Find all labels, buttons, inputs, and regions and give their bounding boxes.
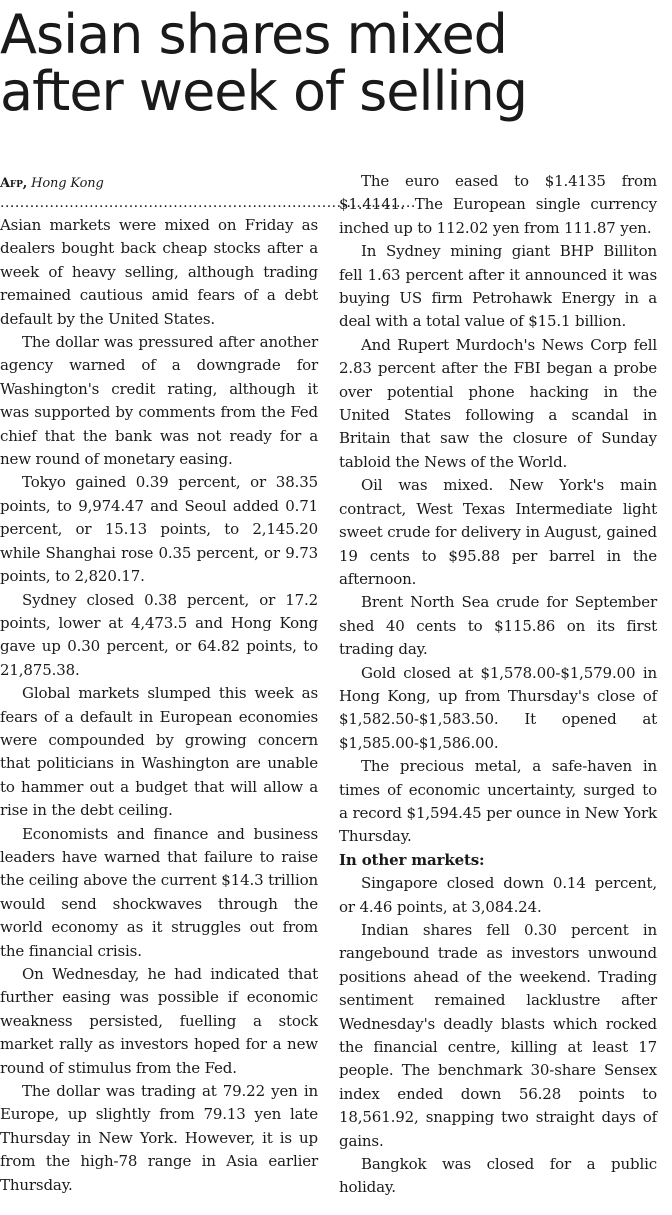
byline-city: Hong Kong: [31, 176, 104, 191]
paragraph: Sydney closed 0.38 percent, or 17.2 points, lower at 4,473.5 and Hong Kong gave up 0.30 percent, or 64.82 points, to 21,875.38.: [0, 590, 318, 679]
byline: [0, 174, 318, 194]
headline-line-1: Asian shares mixed: [0, 3, 507, 66]
paragraph: The dollar was pressured after another agency warned of a downgrade for Washington's credit rating, although it was supported by comments from the Fed chief that the bank was not ready for a new round of monetary easing.: [0, 333, 318, 469]
paragraph: Asian markets were mixed on Friday as dealers bought back cheap stocks after a week of heavy selling, although trading remained cautious amid fears of a debt default by the United States.: [0, 216, 318, 328]
paragraph: The euro eased to $1.4135 from $1.4141. The European single currency inched up to 112.02 yen from 111.87 yen.: [339, 172, 657, 237]
paragraph: Tokyo gained 0.39 percent, or 38.35 points, to 9,974.47 and Seoul added 0.71 percent, or 15.13 points, to 2,145.20 while Shanghai rose 0.35 percent, or 9.73 points, to 2,820.17.: [0, 473, 318, 586]
subhead: In other markets:: [339, 850, 485, 869]
paragraph: Brent North Sea crude for September shed 40 cents to $115.86 on its first trading day.: [339, 593, 657, 659]
paragraph: Singapore closed down 0.14 percent, or 4.46 points, at 3,084.24.: [339, 874, 657, 916]
paragraph: The dollar was trading at 79.22 yen in Europe, up slightly from 79.13 yen late Thursday in New York. However, it is up from the high-78 range in Asia earlier Thursday.: [0, 1082, 318, 1194]
paragraph: Economists and finance and business leaders have warned that failure to raise the ceiling above the current $14.3 trillion would send shockwaves through the world economy as it struggles out from the financial crisis.: [0, 824, 318, 960]
paragraph: Oil was mixed. New York's main contract, West Texas Intermediate light sweet crude for delivery in August, gained 19 cents to $95.88 per barrel in the afternoon.: [339, 476, 657, 588]
paragraph: The precious metal, a safe-haven in times of economic uncertainty, surged to a record $1,594.45 per ounce in New York Thursday.: [339, 757, 657, 846]
paragraph: Bangkok was closed for a public holiday.: [339, 1155, 657, 1197]
paragraph: Global markets slumped this week as fears of a default in European economies were compounded by growing concern that politicians in Washington are unable to hammer out a budget that will allow a rise in the debt ceiling.: [0, 684, 318, 820]
byline-agency: Afp,: [0, 176, 28, 191]
byline-divider: ....................................................................................: [0, 195, 416, 211]
paragraph: And Rupert Murdoch's News Corp fell 2.83 percent after the FBI began a probe over potential phone hacking in the United States following a scandal in Britain that saw the closure of Sunday tabloid the News of the World.: [339, 335, 657, 471]
headline: [0, 0, 672, 164]
paragraph: On Wednesday, he had indicated that further easing was possible if economic weakness persisted, fuelling a stock market rally as investors hoped for a new round of stimulus from the Fed.: [0, 965, 318, 1077]
article-column-right: [339, 170, 657, 1200]
paragraph: In Sydney mining giant BHP Billiton fell 1.63 percent after it announced it was buying US firm Petrohawk Energy in a deal with a total value of $15.1 billion.: [339, 242, 657, 331]
paragraph: Indian shares fell 0.30 percent in rangebound trade as investors unwound positions ahead of the weekend. Trading sentiment remained lacklustre after Wednesday's deadly blasts which rocked the financial centre, killing at least 17 people. The benchmark 30-share Sensex index ended down 56.28 points to 18,561.92, snapping two straight days of gains.: [339, 921, 657, 1150]
paragraph: Gold closed at $1,578.00-$1,579.00 in Hong Kong, up from Thursday's close of $1,582.50-$1,583.50. It opened at $1,585.00-$1,586.00.: [339, 663, 657, 752]
headline-line-2: after week of selling: [0, 60, 528, 123]
